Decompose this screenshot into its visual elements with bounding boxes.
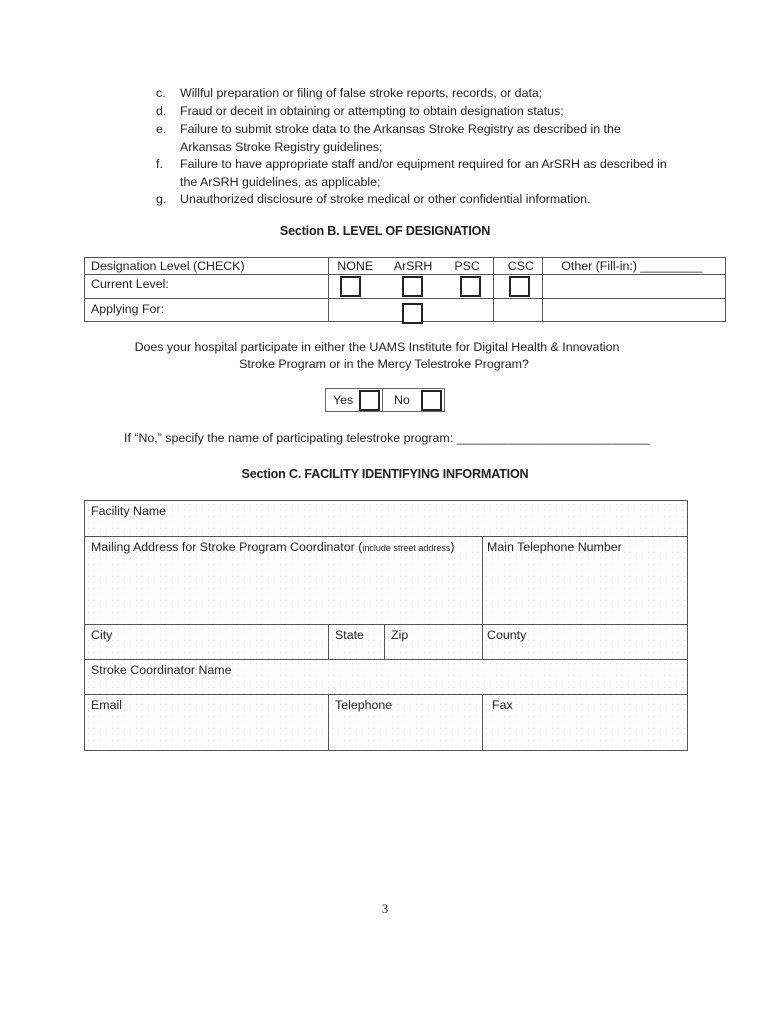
applying-for-label-cell: Applying For:	[85, 299, 329, 322]
city-field[interactable]: City	[85, 625, 329, 660]
current-csc-checkbox[interactable]	[509, 276, 530, 297]
applying-arsrh-checkbox[interactable]	[402, 303, 423, 324]
list-text: Fraud or deceit in obtaining or attempting to obtain designation status;	[180, 104, 564, 118]
yes-no-divider	[382, 389, 383, 411]
state-field[interactable]: State	[329, 625, 385, 660]
current-none-cell	[329, 275, 382, 299]
list-marker: e.	[156, 122, 167, 136]
applying-arsrh-cell	[382, 299, 441, 322]
yes-checkbox[interactable]	[359, 390, 380, 411]
arsrh-header: ArSRH	[382, 258, 441, 275]
county-field[interactable]: County	[483, 625, 688, 660]
section-b-title: Section B. LEVEL OF DESIGNATION	[279, 224, 491, 238]
current-none-checkbox[interactable]	[340, 276, 361, 297]
mailing-address-field[interactable]	[85, 537, 483, 625]
other-header: Other (Fill-in:) _________	[543, 258, 726, 275]
psc-header: PSC	[440, 258, 493, 275]
list-marker: g.	[156, 192, 167, 206]
current-psc-cell	[440, 275, 493, 299]
telestroke-question-line1: Does your hospital participate in either the UAMS Institute for Digital Health & Innovation	[134, 340, 620, 354]
applying-none-cell	[329, 299, 382, 322]
telestroke-question-line2: Stroke Program or in the Mercy Telestroke Program?	[239, 357, 529, 371]
main-telephone-field[interactable]: Main Telephone Number	[483, 537, 688, 625]
telephone-field[interactable]: Telephone	[329, 695, 483, 751]
list-text: Failure to have appropriate staff and/or equipment required for an ArSRH as described in	[180, 157, 667, 171]
list-text: Willful preparation or filing of false stroke reports, records, or data;	[180, 86, 543, 100]
current-psc-checkbox[interactable]	[460, 276, 481, 297]
list-text: the ArSRH guidelines, as applicable;	[180, 175, 381, 189]
list-text: Arkansas Stroke Registry guidelines;	[180, 140, 383, 154]
zip-field[interactable]: Zip	[385, 625, 483, 660]
csc-header: CSC	[493, 258, 542, 275]
stroke-coordinator-field[interactable]: Stroke Coordinator Name	[85, 660, 688, 695]
facility-name-field[interactable]: Facility Name	[85, 501, 688, 537]
email-field[interactable]: Email	[85, 695, 329, 751]
none-header: NONE	[329, 258, 382, 275]
mailing-address-label: Mailing Address for Stroke Program Coordinator (include street address)	[91, 540, 455, 554]
telestroke-program-field[interactable]: If “No,” specify the name of participating telestroke program: ____________________________	[124, 431, 650, 445]
designation-table	[84, 257, 726, 322]
current-arsrh-checkbox[interactable]	[402, 276, 423, 297]
list-marker: c.	[156, 86, 166, 100]
section-c-title: Section C. FACILITY IDENTIFYING INFORMATION	[241, 467, 529, 481]
list-marker: d.	[156, 104, 167, 118]
list-marker: f.	[156, 157, 163, 171]
current-arsrh-cell	[382, 275, 441, 299]
current-level-label-cell: Current Level:	[85, 275, 329, 299]
applying-psc-cell	[440, 299, 493, 322]
applying-other-cell[interactable]	[543, 299, 726, 322]
page-number: 3	[381, 902, 389, 916]
no-checkbox[interactable]	[421, 390, 442, 411]
designation-header: Designation Level (CHECK)	[85, 258, 329, 275]
list-text: Failure to submit stroke data to the Arkansas Stroke Registry as described in the	[180, 122, 621, 136]
fax-field[interactable]: Fax	[483, 695, 688, 751]
current-other-cell[interactable]	[543, 275, 726, 299]
yes-no-group	[325, 388, 445, 412]
facility-table	[84, 500, 688, 751]
yes-label: Yes	[333, 393, 354, 407]
applying-csc-cell	[493, 299, 542, 322]
no-label: No	[394, 393, 410, 407]
current-csc-cell	[493, 275, 542, 299]
list-text: Unauthorized disclosure of stroke medical or other confidential information.	[180, 192, 591, 206]
